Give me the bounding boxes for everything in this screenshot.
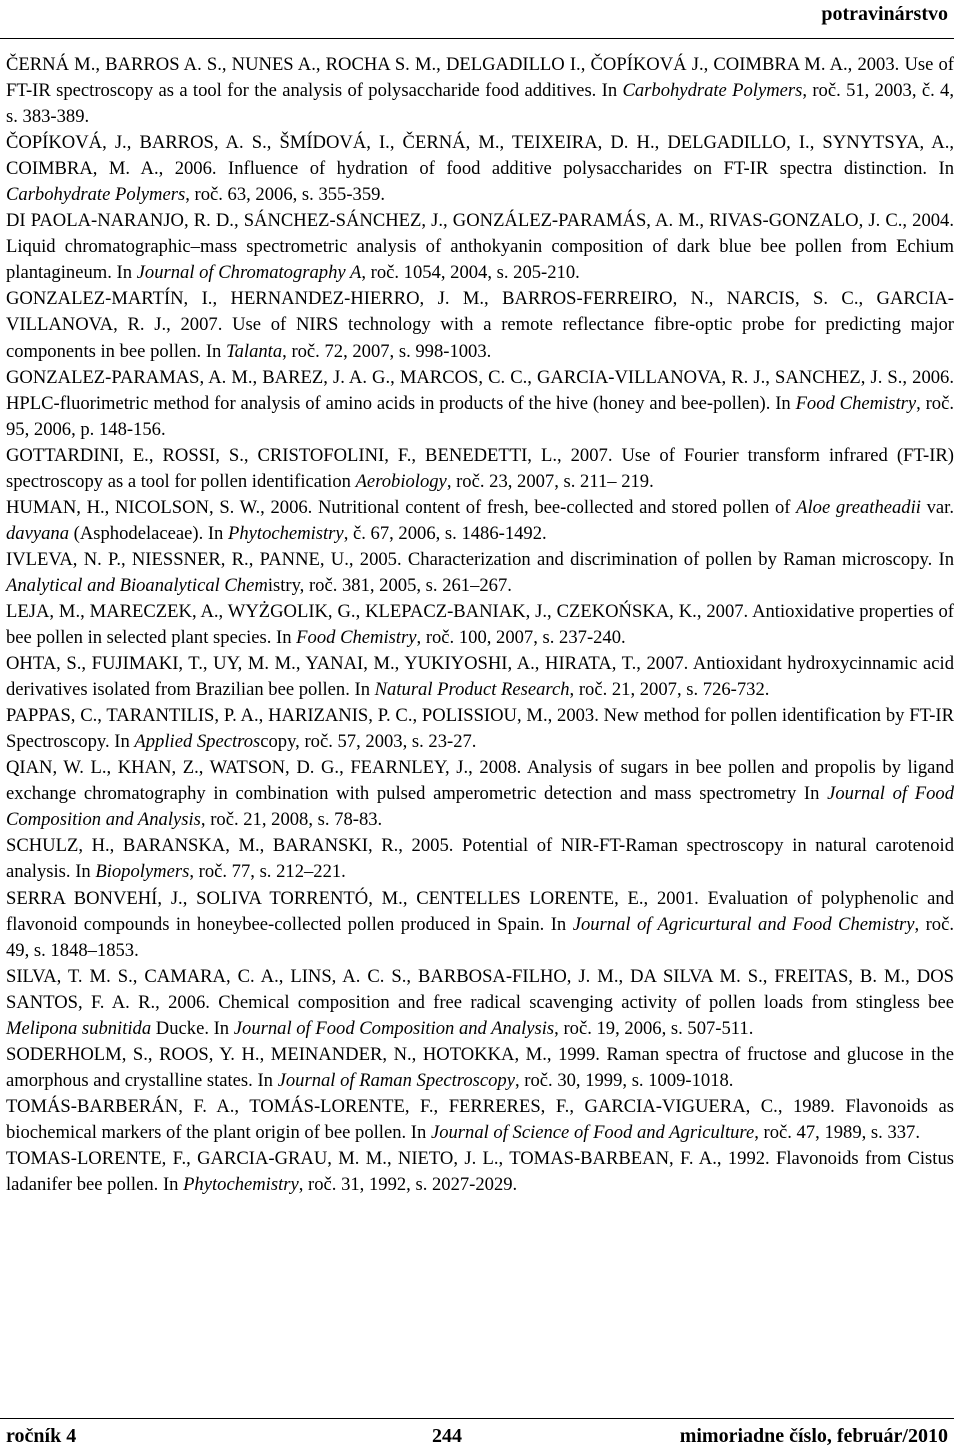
reference-text: , roč. 77, s. 212–221.	[189, 861, 346, 883]
reference-text: , roč. 30, 1999, s. 1009-1018.	[514, 1069, 734, 1091]
reference-text: , roč. 100, 2007, s. 237-240.	[416, 627, 626, 649]
reference-text: QIAN, W. L., KHAN, Z., WATSON, D. G., FEARNLEY, J., 2008. Analysis of sugars in bee pollen and propolis by ligand exchange chromatography in combination with pulsed amperometric detection and mass spectrometry In	[6, 757, 954, 805]
journal-title: potravinárstvo	[821, 3, 948, 25]
reference-source-title: Journal of Chromatography A	[136, 262, 362, 284]
reference-text: , roč. 31, 1992, s. 2027-2029.	[298, 1174, 518, 1196]
reference-source-title: Food Chemistry	[795, 392, 917, 414]
reference-source-title: Journal of Science of Food and Agriculture	[430, 1121, 755, 1143]
reference-text: copy, roč. 57, 2003, s. 23-27.	[260, 731, 477, 753]
reference-entry	[6, 651, 954, 703]
reference-source-title: Journal of Agricurtural and Food Chemistry	[572, 913, 915, 935]
reference-text: , roč. 19, 2006, s. 507-511.	[554, 1017, 754, 1039]
reference-list	[6, 52, 954, 1198]
reference-source-title: Carbohydrate Polymers	[6, 184, 186, 206]
reference-source-title: davyana	[6, 522, 69, 544]
reference-entry	[6, 1146, 954, 1198]
reference-entry	[6, 443, 954, 495]
reference-source-title: Aloe greatheadii	[796, 496, 921, 518]
reference-text: TOMAS-LORENTE, F., GARCIA-GRAU, M. M., NIETO, J. L., TOMAS-BARBEAN, F. A., 1992. Flavonoids from Cistus ladanifer bee pollen. In	[6, 1147, 954, 1196]
reference-text: LEJA, M., MARECZEK, A., WYŻGOLIK, G., KLEPACZ-BANIAK, J., CZEKOŃSKA, K., 2007. Antioxidative properties of bee pollen in selected plant species. In	[6, 600, 954, 649]
volume-label: ročník 4	[6, 1425, 77, 1447]
reference-source-title: Melipona subnitida	[6, 1017, 152, 1039]
reference-source-title: Biopolymers	[95, 861, 190, 883]
reference-text: HUMAN, H., NICOLSON, S. W., 2006. Nutritional content of fresh, bee-collected and stored pollen of	[6, 496, 797, 518]
reference-source-title: Food Chemistry	[296, 627, 417, 649]
reference-text: OHTA, S., FUJIMAKI, T., UY, M. M., YANAI, M., YUKIYOSHI, A., HIRATA, T., 2007. Antioxidant hydroxycinnamic acid derivatives isolated from Brazilian bee pollen. In	[6, 653, 954, 701]
reference-text: , roč. 23, 2007, s. 211– 219.	[446, 470, 654, 492]
reference-source-title: Analytical and Bioanalytical Chem	[6, 574, 268, 596]
reference-source-title: Aerobiology	[355, 470, 447, 492]
reference-text: GONZALEZ-PARAMAS, A. M., BAREZ, J. A. G., MARCOS, C. C., GARCIA-VILLANOVA, R. J., SANCHEZ, J. S., 2006. HPLC-fluorimetric method for analysis of amino acids in products of the hive (honey and bee-pollen). In	[6, 366, 954, 414]
issue-label: mimoriadne číslo, február/2010	[679, 1425, 948, 1447]
page-footer	[0, 1418, 954, 1454]
reference-entry	[6, 365, 954, 443]
reference-text: , roč. 47, 1989, s. 337.	[754, 1121, 921, 1143]
reference-text: (Asphodelaceae). In	[69, 522, 229, 544]
reference-entry	[6, 208, 954, 286]
reference-entry	[6, 52, 954, 130]
reference-text: , č. 67, 2006, s. 1486-1492.	[343, 522, 547, 544]
reference-source-title: Phytochemistry	[228, 522, 344, 544]
reference-text: , roč. 95, 2006, p. 148-156.	[6, 392, 954, 440]
reference-source-title: Natural Product Research	[374, 679, 570, 701]
reference-text: istry, roč. 381, 2005, s. 261–267.	[267, 574, 512, 596]
page-number: 244	[432, 1425, 462, 1447]
reference-entry	[6, 964, 954, 1042]
reference-text: GONZALEZ-MARTÍN, I., HERNANDEZ-HIERRO, J. M., BARROS-FERREIRO, N., NARCIS, S. C., GARCIA-VILLANOVA, R. J., 2007. Use of NIRS technology with a remote reflectance fibre-optic probe for predicting major components in bee pollen. In	[6, 288, 954, 362]
reference-entry	[6, 886, 954, 964]
reference-entry	[6, 833, 954, 885]
reference-entry	[6, 599, 954, 651]
reference-entry	[6, 547, 954, 599]
reference-source-title: Talanta	[225, 340, 283, 362]
reference-source-title: Phytochemistry	[183, 1174, 299, 1196]
reference-text: DI PAOLA-NARANJO, R. D., SÁNCHEZ-SÁNCHEZ, J., GONZÁLEZ-PARAMÁS, A. M., RIVAS-GONZALO, J. C., 2004. Liquid chromatographic–mass spectrometric analysis of anthokyanin composition of dark blue bee pollen from Echium plantagineum. In	[6, 210, 954, 284]
reference-entry	[6, 755, 954, 833]
reference-text: IVLEVA, N. P., NIESSNER, R., PANNE, U., 2005. Characterization and discrimination of pollen by Raman microscopy. In	[6, 548, 954, 570]
reference-source-title: Journal of Raman Spectroscopy	[277, 1069, 515, 1091]
reference-source-title: Carbohydrate Polymers	[622, 80, 803, 102]
page-header	[0, 0, 954, 39]
reference-source-title: Applied Spectros	[134, 731, 261, 753]
reference-entry	[6, 1094, 954, 1146]
reference-text: , roč. 63, 2006, s. 355-359.	[185, 184, 386, 206]
reference-entry	[6, 130, 954, 208]
reference-text: ČERNÁ M., BARROS A. S., NUNES A., ROCHA S. M., DELGADILLO I., ČOPÍKOVÁ J., COIMBRA M. A., 2003. Use of FT-IR spectroscopy as a tool for the analysis of polysaccharide food additives. In	[6, 54, 954, 102]
reference-text: GOTTARDINI, E., ROSSI, S., CRISTOFOLINI, F., BENEDETTI, L., 2007. Use of Fourier transform infrared (FT-IR) spectroscopy as a tool for pollen identification	[6, 444, 954, 492]
reference-text: , roč. 21, 2008, s. 78-83.	[200, 809, 383, 831]
reference-entry	[6, 1042, 954, 1094]
reference-text: TOMÁS-BARBERÁN, F. A., TOMÁS-LORENTE, F., FERRERES, F., GARCIA-VIGUERA, C., 1989. Flavonoids as biochemical markers of the plant origin of bee pollen. In	[6, 1095, 954, 1143]
reference-text: SILVA, T. M. S., CAMARA, C. A., LINS, A. C. S., BARBOSA-FILHO, J. M., DA SILVA M. S., FREITAS, B. M., DOS SANTOS, F. A. R., 2006. Chemical composition and free radical scavenging activity of pollen loads from stingless bee	[6, 965, 954, 1013]
reference-text: , roč. 1054, 2004, s. 205-210.	[361, 262, 580, 284]
reference-text: Ducke. In	[151, 1017, 234, 1039]
reference-text: SERRA BONVEHÍ, J., SOLIVA TORRENTÓ, M., CENTELLES LORENTE, E., 2001. Evaluation of polyphenolic and flavonoid compounds in honeybee-collected pollen produced in Spain. In	[6, 887, 954, 935]
reference-text: , roč. 49, s. 1848–1853.	[6, 913, 954, 961]
reference-text: SODERHOLM, S., ROOS, Y. H., MEINANDER, N., HOTOKKA, M., 1999. Raman spectra of fructose and glucose in the amorphous and crystalline states. In	[6, 1043, 954, 1091]
reference-entry	[6, 703, 954, 755]
reference-text: ČOPÍKOVÁ, J., BARROS, A. S., ŠMÍDOVÁ, I., ČERNÁ, M., TEIXEIRA, D. H., DELGADILLO, I., SYNYTSYA, A., COIMBRA, M. A., 2006. Influence of hydration of food additive polysaccharides on FT-IR spectra distinction. In	[6, 132, 954, 180]
reference-source-title: Journal of Food Composition and Analysis	[6, 783, 954, 831]
reference-text: , roč. 51, 2003, č. 4, s. 383-389.	[6, 80, 954, 128]
reference-text: PAPPAS, C., TARANTILIS, P. A., HARIZANIS, P. C., POLISSIOU, M., 2003. New method for pollen identification by FT-IR Spectroscopy. In	[6, 705, 954, 753]
reference-text: var.	[920, 496, 954, 518]
reference-text: SCHULZ, H., BARANSKA, M., BARANSKI, R., 2005. Potential of NIR-FT-Raman spectroscopy in natural carotenoid analysis. In	[6, 835, 954, 883]
reference-source-title: Journal of Food Composition and Analysis	[233, 1017, 555, 1039]
reference-entry	[6, 286, 954, 364]
reference-text: , roč. 72, 2007, s. 998-1003.	[282, 340, 492, 362]
reference-entry	[6, 495, 954, 547]
reference-text: , roč. 21, 2007, s. 726-732.	[569, 679, 770, 701]
